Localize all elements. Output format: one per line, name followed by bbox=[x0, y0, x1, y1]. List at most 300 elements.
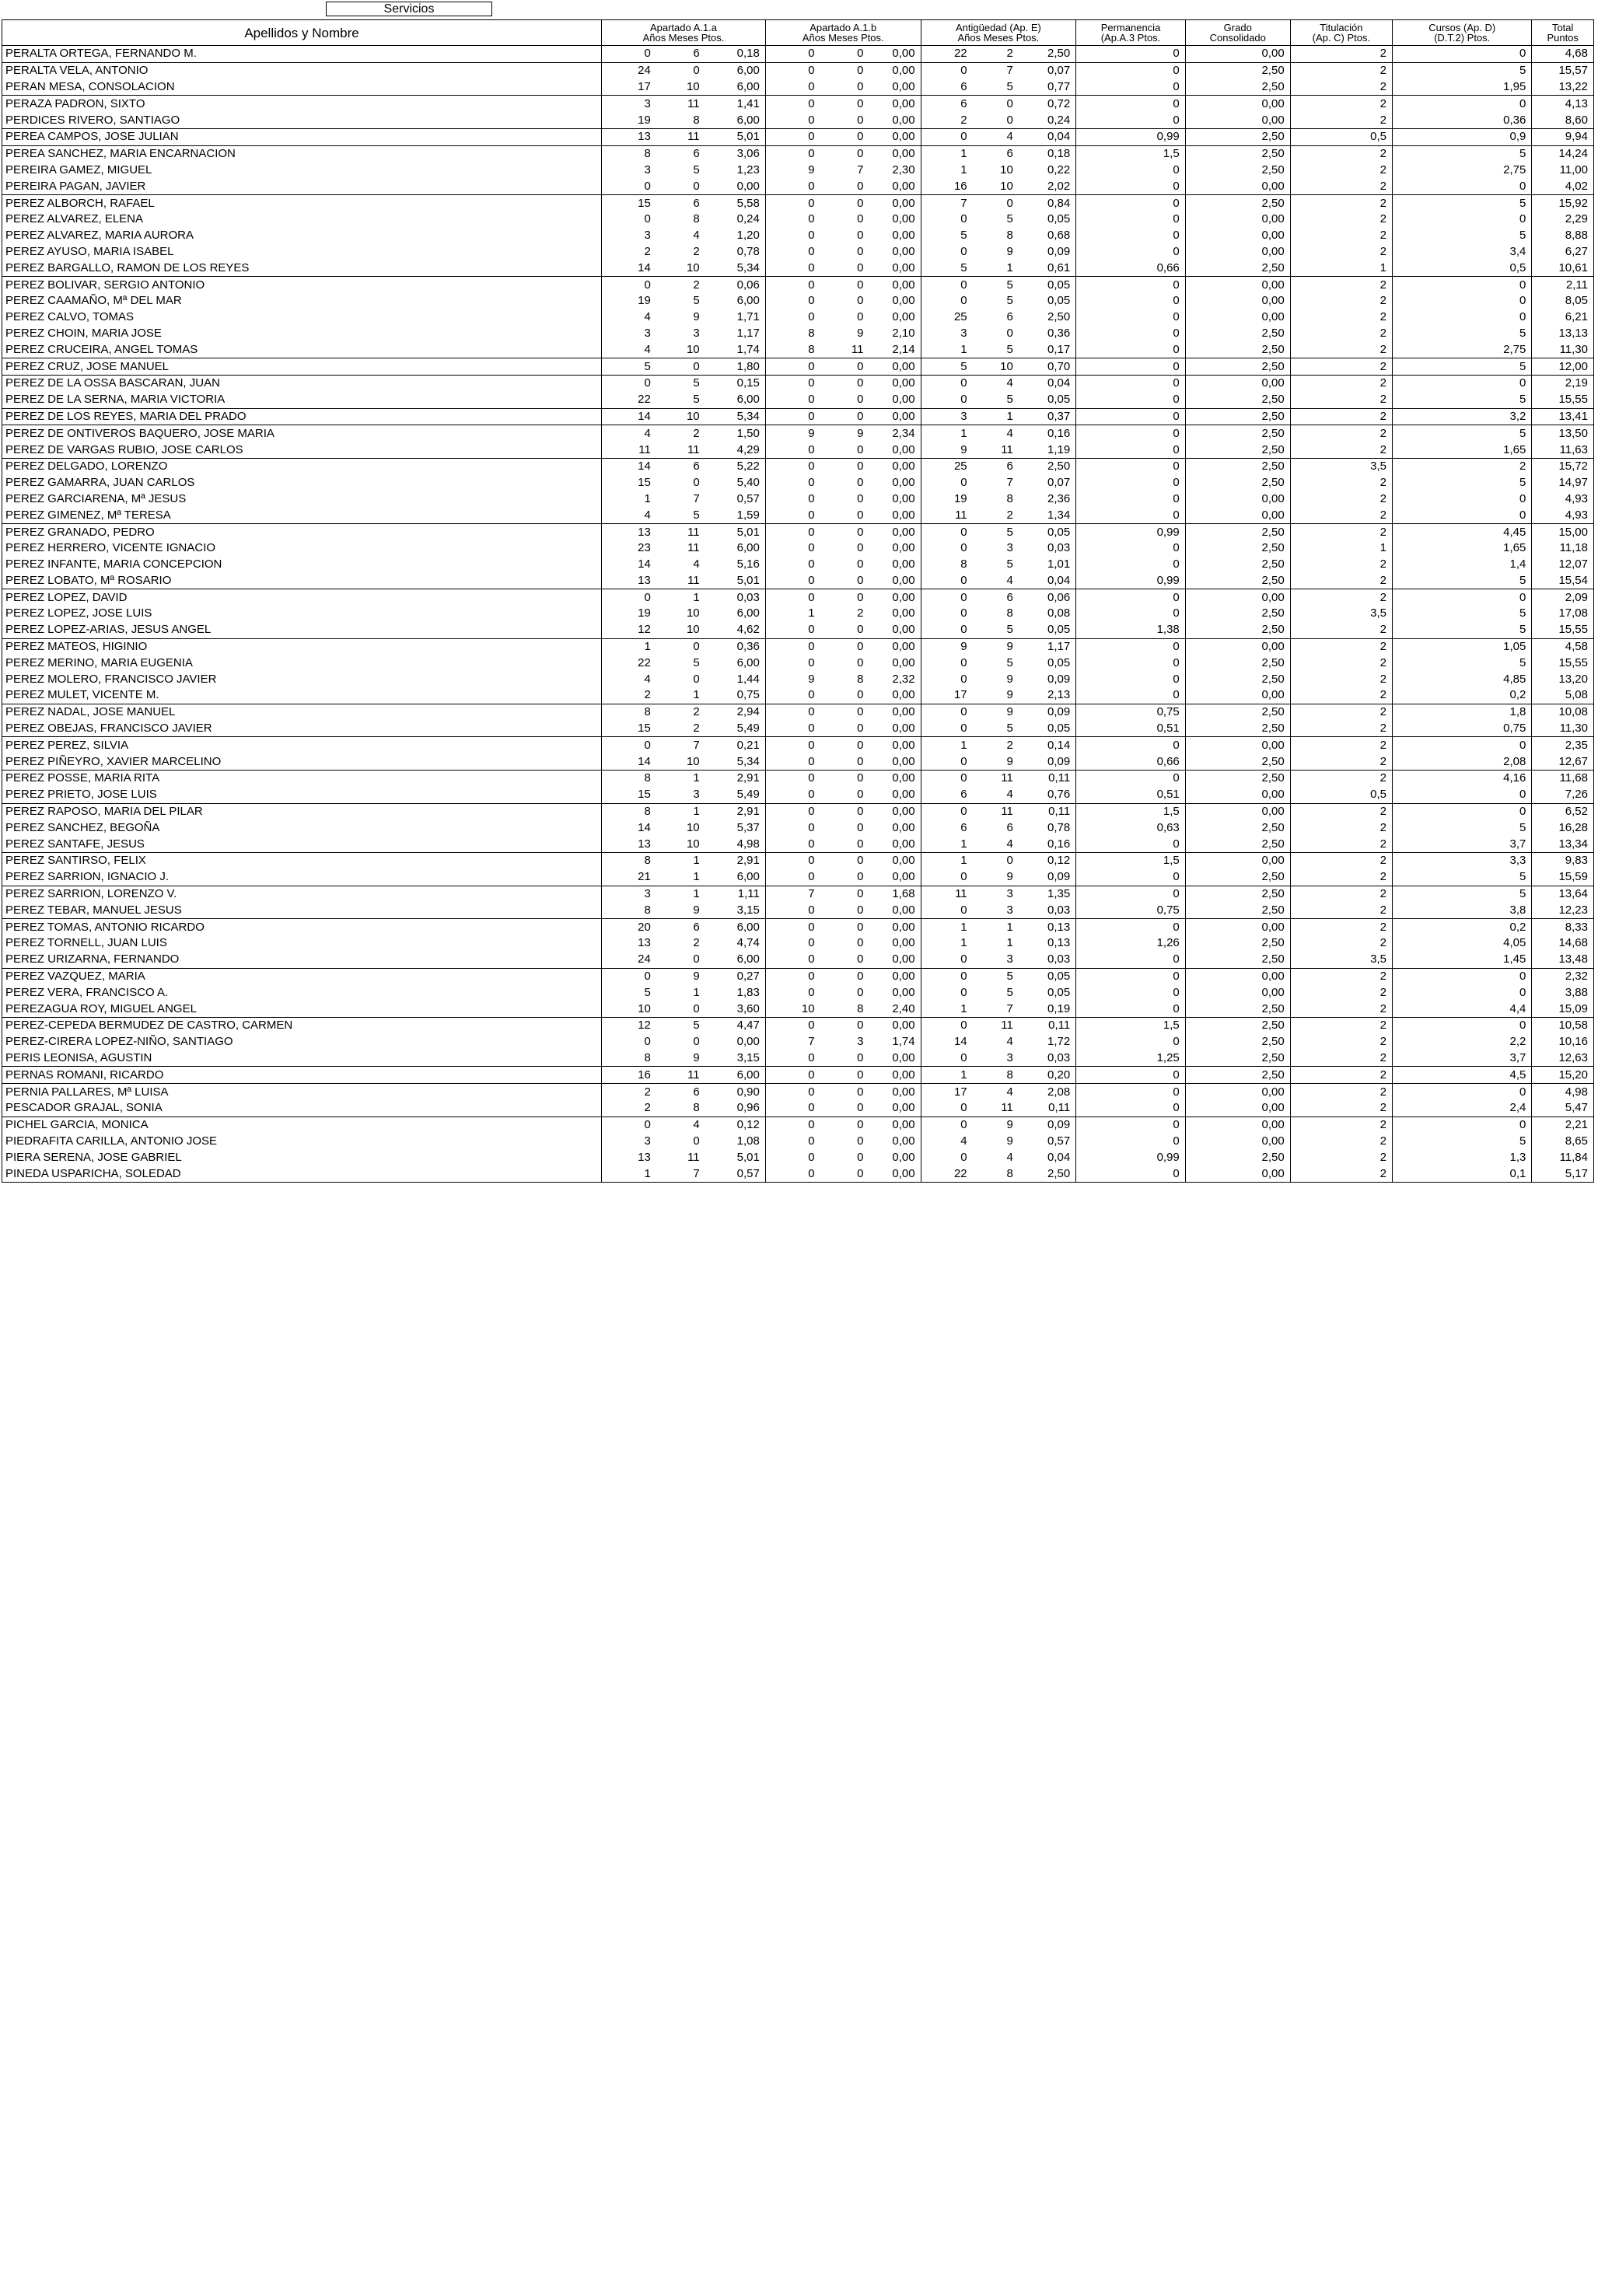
cell-antig-meses: 2 bbox=[973, 737, 1019, 753]
cell-a1a-ptos: 0,21 bbox=[705, 737, 766, 753]
cell-antig-anos: 25 bbox=[921, 309, 973, 326]
table-row bbox=[2, 787, 1594, 803]
cell-grado: 2,50 bbox=[1185, 836, 1290, 852]
cell-antig-ptos: 0,09 bbox=[1019, 704, 1076, 720]
cell-a1b-anos: 0 bbox=[765, 46, 820, 63]
cell-a1b-meses: 8 bbox=[857, 1001, 864, 1015]
cell-grado: 2,50 bbox=[1185, 524, 1290, 540]
cell-antig-meses: 4 bbox=[973, 425, 1019, 442]
cell-a1b-anos: 0 bbox=[765, 228, 820, 244]
cell-a1b-anos: 0 bbox=[765, 704, 820, 720]
cell-cursos: 0 bbox=[1393, 507, 1532, 523]
cell-antig-meses: 8 bbox=[1006, 491, 1013, 505]
cell-permanencia: 0 bbox=[1076, 358, 1186, 376]
table-row bbox=[2, 952, 1594, 968]
cell-cursos: 5 bbox=[1393, 326, 1532, 342]
cell-a1b-ptos: 2,30 bbox=[869, 163, 921, 179]
cell-antig-ptos: 0,03 bbox=[1019, 540, 1076, 557]
table-row bbox=[2, 195, 1594, 211]
cell-a1b-ptos: 0,00 bbox=[869, 869, 921, 886]
header-a1b bbox=[765, 20, 921, 46]
header-grado-title: Grado bbox=[1223, 22, 1252, 33]
cell-a1a-anos: 15 bbox=[602, 475, 656, 491]
cell-antig-meses: 9 bbox=[1006, 754, 1013, 768]
cell-cursos: 3,3 bbox=[1393, 853, 1532, 869]
cell-a1b-meses: 0 bbox=[820, 589, 869, 606]
table-row bbox=[2, 524, 1594, 540]
cell-name: PEREA CAMPOS, JOSE JULIAN bbox=[2, 128, 602, 145]
table-row bbox=[2, 145, 1594, 162]
cell-titulacion: 2 bbox=[1290, 195, 1392, 211]
cell-grado: 0,00 bbox=[1185, 1100, 1290, 1117]
header-a1b-sub: Años Meses Ptos. bbox=[802, 32, 884, 44]
cell-total: 4,98 bbox=[1532, 1084, 1594, 1100]
cell-cursos: 3,8 bbox=[1393, 902, 1532, 918]
cell-a1b-meses: 0 bbox=[857, 113, 864, 127]
cell-a1a-anos: 13 bbox=[602, 935, 656, 952]
table-row bbox=[2, 358, 1594, 376]
cell-a1a-meses: 10 bbox=[686, 260, 700, 274]
cell-grado: 0,00 bbox=[1185, 375, 1290, 391]
cell-a1a-ptos: 5,49 bbox=[705, 721, 766, 737]
cell-a1b-anos: 7 bbox=[765, 1034, 820, 1050]
cell-antig-meses: 4 bbox=[1006, 573, 1013, 587]
cell-a1a-anos: 13 bbox=[602, 1149, 656, 1165]
cell-name: PESCADOR GRAJAL, SONIA bbox=[2, 1100, 602, 1117]
cell-a1b-anos: 0 bbox=[765, 573, 820, 589]
cell-grado: 2,50 bbox=[1185, 145, 1290, 162]
cell-permanencia: 0 bbox=[1076, 655, 1186, 671]
cell-a1a-ptos: 0,57 bbox=[705, 1165, 766, 1182]
cell-a1b-anos: 0 bbox=[765, 392, 820, 408]
cell-total: 15,59 bbox=[1532, 869, 1594, 886]
cell-name: PEREZ HERRERO, VICENTE IGNACIO bbox=[2, 540, 602, 557]
cell-total: 15,92 bbox=[1532, 195, 1594, 211]
cell-name: PEREZ GARCIARENA, Mª JESUS bbox=[2, 491, 602, 508]
cell-antig-anos: 0 bbox=[921, 589, 973, 606]
cell-cursos: 4,05 bbox=[1393, 935, 1532, 952]
cell-a1b-anos: 0 bbox=[765, 952, 820, 968]
header-antiguedad-sub: Años Meses Ptos. bbox=[957, 32, 1040, 44]
table-row bbox=[2, 425, 1594, 442]
cell-antig-anos: 0 bbox=[921, 671, 973, 687]
cell-grado: 0,00 bbox=[1185, 737, 1290, 753]
cell-antig-anos: 0 bbox=[921, 753, 973, 770]
table-row bbox=[2, 803, 1594, 820]
cell-permanencia: 0 bbox=[1076, 293, 1186, 309]
cell-permanencia: 0 bbox=[1076, 458, 1186, 474]
cell-a1b-ptos: 0,00 bbox=[869, 968, 921, 984]
cell-a1b-ptos: 0,00 bbox=[869, 195, 921, 211]
cell-a1b-ptos: 0,00 bbox=[869, 1067, 921, 1084]
cell-a1a-ptos: 4,98 bbox=[705, 836, 766, 852]
cell-total: 2,32 bbox=[1532, 968, 1594, 984]
cell-titulacion: 2 bbox=[1290, 309, 1392, 326]
header-permanencia bbox=[1076, 20, 1186, 46]
cell-name: PEREZ TEBAR, MANUEL JESUS bbox=[2, 902, 602, 918]
cell-grado: 2,50 bbox=[1185, 408, 1290, 425]
cell-permanencia: 0 bbox=[1076, 557, 1186, 573]
cell-total: 12,23 bbox=[1532, 902, 1594, 918]
cell-titulacion: 2 bbox=[1290, 968, 1392, 984]
cell-cursos: 3,2 bbox=[1393, 408, 1532, 425]
header-grado-sub: Consolidado bbox=[1209, 32, 1266, 44]
table-row bbox=[2, 1034, 1594, 1050]
cell-a1a-anos: 1 bbox=[602, 491, 656, 508]
cell-antig-meses: 6 bbox=[1006, 310, 1013, 324]
cell-a1a-meses: 2 bbox=[656, 277, 705, 293]
cell-a1a-ptos: 1,20 bbox=[705, 228, 766, 244]
cell-name: PICHEL GARCIA, MONICA bbox=[2, 1117, 602, 1133]
cell-antig-ptos: 0,16 bbox=[1019, 836, 1076, 852]
header-a1a-sub: Años Meses Ptos. bbox=[642, 32, 725, 44]
table-row bbox=[2, 1149, 1594, 1165]
cell-a1a-meses: 3 bbox=[693, 788, 700, 802]
cell-a1a-anos: 21 bbox=[602, 869, 656, 886]
cell-antig-ptos: 0,76 bbox=[1019, 787, 1076, 803]
cell-a1a-anos: 24 bbox=[602, 952, 656, 968]
cell-antig-meses: 8 bbox=[973, 1067, 1019, 1084]
cell-a1b-meses: 0 bbox=[820, 704, 869, 720]
cell-antig-meses: 9 bbox=[973, 638, 1019, 655]
cell-grado: 2,50 bbox=[1185, 935, 1290, 952]
scores-table bbox=[2, 19, 1594, 1183]
cell-a1a-meses: 1 bbox=[656, 886, 705, 902]
cell-a1a-ptos: 3,60 bbox=[705, 1001, 766, 1017]
cell-a1a-ptos: 1,74 bbox=[705, 341, 766, 358]
cell-antig-meses: 5 bbox=[1006, 557, 1013, 571]
cell-permanencia: 0 bbox=[1076, 1134, 1186, 1150]
cell-permanencia: 0 bbox=[1076, 507, 1186, 523]
cell-antig-meses: 5 bbox=[973, 968, 1019, 984]
table-row bbox=[2, 753, 1594, 770]
cell-antig-ptos: 0,72 bbox=[1019, 96, 1076, 112]
cell-a1b-anos: 0 bbox=[765, 968, 820, 984]
cell-a1a-ptos: 4,62 bbox=[705, 622, 766, 638]
cell-a1b-anos: 0 bbox=[765, 721, 820, 737]
cell-permanencia: 0 bbox=[1076, 277, 1186, 293]
cell-a1b-ptos: 0,00 bbox=[869, 442, 921, 458]
cell-permanencia: 0 bbox=[1076, 62, 1186, 79]
cell-total: 6,52 bbox=[1532, 803, 1594, 820]
cell-grado: 0,00 bbox=[1185, 211, 1290, 228]
cell-cursos: 0 bbox=[1393, 803, 1532, 820]
cell-antig-ptos: 0,03 bbox=[1019, 902, 1076, 918]
cell-total: 8,65 bbox=[1532, 1134, 1594, 1150]
cell-a1b-meses: 0 bbox=[857, 754, 864, 768]
cell-a1b-meses: 0 bbox=[857, 623, 864, 637]
cell-permanencia: 0 bbox=[1076, 79, 1186, 96]
cell-a1a-meses: 0 bbox=[693, 1134, 700, 1148]
header-cursos-title: Cursos (Ap. D) bbox=[1428, 22, 1496, 33]
cell-antig-anos: 0 bbox=[921, 128, 973, 145]
cell-permanencia: 0 bbox=[1076, 1034, 1186, 1050]
cell-a1a-anos: 3 bbox=[602, 96, 656, 112]
cell-permanencia: 0 bbox=[1076, 46, 1186, 63]
table-row bbox=[2, 128, 1594, 145]
cell-antig-anos: 0 bbox=[921, 540, 973, 557]
cell-a1b-ptos: 0,00 bbox=[869, 737, 921, 753]
cell-antig-anos: 1 bbox=[921, 425, 973, 442]
cell-a1b-anos: 0 bbox=[765, 260, 820, 276]
table-row bbox=[2, 919, 1594, 935]
cell-a1b-anos: 0 bbox=[765, 358, 820, 376]
cell-antig-meses: 1 bbox=[1006, 936, 1013, 950]
cell-a1a-meses: 0 bbox=[656, 358, 705, 376]
cell-a1a-ptos: 5,16 bbox=[705, 557, 766, 573]
cell-a1a-meses: 11 bbox=[687, 442, 700, 456]
cell-antig-ptos: 0,03 bbox=[1019, 952, 1076, 968]
cell-permanencia: 0 bbox=[1076, 178, 1186, 194]
cell-a1b-meses: 0 bbox=[857, 476, 864, 490]
table-row bbox=[2, 211, 1594, 228]
cell-total: 15,54 bbox=[1532, 573, 1594, 589]
cell-a1a-meses: 10 bbox=[686, 623, 700, 637]
cell-a1a-meses: 7 bbox=[656, 737, 705, 753]
cell-a1a-anos: 0 bbox=[602, 46, 656, 63]
cell-a1b-meses: 3 bbox=[857, 1035, 864, 1049]
cell-a1b-ptos: 0,00 bbox=[869, 392, 921, 408]
cell-a1b-meses: 0 bbox=[820, 195, 869, 211]
cell-permanencia: 1,26 bbox=[1076, 935, 1186, 952]
cell-titulacion: 2 bbox=[1290, 1050, 1392, 1067]
cell-a1a-ptos: 0,06 bbox=[705, 277, 766, 293]
cell-a1a-meses: 4 bbox=[693, 229, 700, 243]
cell-permanencia: 0,66 bbox=[1076, 753, 1186, 770]
cell-a1b-meses: 0 bbox=[857, 260, 864, 274]
cell-a1b-ptos: 0,00 bbox=[869, 358, 921, 376]
cell-a1b-meses: 8 bbox=[857, 672, 864, 686]
cell-grado: 2,50 bbox=[1185, 622, 1290, 638]
cell-antig-ptos: 1,17 bbox=[1019, 638, 1076, 655]
cell-cursos: 1,95 bbox=[1393, 79, 1532, 96]
cell-a1a-meses: 0 bbox=[693, 476, 700, 490]
cell-total: 15,20 bbox=[1532, 1067, 1594, 1084]
cell-a1a-meses: 10 bbox=[686, 820, 700, 834]
cell-a1b-meses: 0 bbox=[820, 62, 869, 79]
cell-total: 4,58 bbox=[1532, 638, 1594, 655]
cell-grado: 0,00 bbox=[1185, 178, 1290, 194]
cell-a1b-ptos: 0,00 bbox=[869, 112, 921, 128]
cell-permanencia: 0 bbox=[1076, 375, 1186, 391]
cell-cursos: 1,65 bbox=[1393, 540, 1532, 557]
cell-antig-anos: 2 bbox=[921, 112, 973, 128]
table-row bbox=[2, 458, 1594, 474]
cell-a1b-ptos: 0,00 bbox=[869, 820, 921, 836]
cell-grado: 2,50 bbox=[1185, 1067, 1290, 1084]
cell-cursos: 3,7 bbox=[1393, 1050, 1532, 1067]
cell-grado: 0,00 bbox=[1185, 968, 1290, 984]
cell-a1b-meses: 0 bbox=[820, 1067, 869, 1084]
cell-a1b-ptos: 0,00 bbox=[869, 1117, 921, 1133]
cell-a1b-ptos: 0,00 bbox=[869, 919, 921, 935]
cell-a1b-ptos: 0,00 bbox=[869, 1149, 921, 1165]
cell-total: 5,17 bbox=[1532, 1165, 1594, 1182]
cell-antig-meses: 4 bbox=[973, 128, 1019, 145]
cell-antig-ptos: 2,50 bbox=[1019, 458, 1076, 474]
cell-antig-anos: 6 bbox=[921, 820, 973, 836]
cell-name: PEREZ ALBORCH, RAFAEL bbox=[2, 195, 602, 211]
cell-antig-meses: 6 bbox=[973, 589, 1019, 606]
cell-a1a-meses: 1 bbox=[656, 803, 705, 820]
scores-table-container bbox=[2, 19, 1594, 1183]
header-antiguedad-title: Antigüedad (Ap. E) bbox=[955, 22, 1041, 33]
cell-name: PEREZ NADAL, JOSE MANUEL bbox=[2, 704, 602, 720]
cell-a1b-ptos: 2,40 bbox=[869, 1001, 921, 1017]
cell-antig-ptos: 0,37 bbox=[1019, 408, 1076, 425]
cell-antig-anos: 1 bbox=[921, 1001, 973, 1017]
cell-grado: 2,50 bbox=[1185, 540, 1290, 557]
cell-a1b-ptos: 0,00 bbox=[869, 1050, 921, 1067]
cell-a1a-ptos: 0,24 bbox=[705, 211, 766, 228]
cell-cursos: 0 bbox=[1393, 787, 1532, 803]
cell-a1a-ptos: 0,36 bbox=[705, 638, 766, 655]
cell-name: PEREZ ALVAREZ, MARIA AURORA bbox=[2, 228, 602, 244]
cell-grado: 2,50 bbox=[1185, 458, 1290, 474]
cell-cursos: 5 bbox=[1393, 622, 1532, 638]
cell-name: PEREZ MATEOS, HIGINIO bbox=[2, 638, 602, 655]
cell-name: PEREZ GRANADO, PEDRO bbox=[2, 524, 602, 540]
cell-titulacion: 2 bbox=[1290, 277, 1392, 293]
cell-name: PEREZ SANTIRSO, FELIX bbox=[2, 853, 602, 869]
cell-antig-anos: 9 bbox=[921, 638, 973, 655]
cell-permanencia: 1,25 bbox=[1076, 1050, 1186, 1067]
cell-a1b-meses: 2 bbox=[857, 606, 864, 620]
cell-a1b-anos: 0 bbox=[765, 1149, 820, 1165]
cell-grado: 2,50 bbox=[1185, 163, 1290, 179]
cell-a1a-meses: 0 bbox=[656, 638, 705, 655]
cell-name: PEREZ AYUSO, MARIA ISABEL bbox=[2, 244, 602, 260]
cell-a1a-ptos: 2,91 bbox=[705, 771, 766, 787]
cell-a1b-meses: 11 bbox=[851, 342, 864, 356]
cell-antig-anos: 0 bbox=[921, 1117, 973, 1133]
cell-a1b-meses: 0 bbox=[857, 442, 864, 456]
cell-a1b-anos: 0 bbox=[765, 638, 820, 655]
cell-titulacion: 1 bbox=[1290, 260, 1392, 276]
cell-titulacion: 2 bbox=[1290, 341, 1392, 358]
cell-a1b-ptos: 0,00 bbox=[869, 935, 921, 952]
cell-antig-meses: 5 bbox=[1006, 393, 1013, 407]
cell-a1b-ptos: 0,00 bbox=[869, 260, 921, 276]
cell-antig-ptos: 0,09 bbox=[1019, 244, 1076, 260]
cell-antig-meses: 4 bbox=[1006, 1150, 1013, 1164]
cell-grado: 2,50 bbox=[1185, 671, 1290, 687]
cell-antig-anos: 1 bbox=[921, 1067, 973, 1084]
cell-name: PERALTA VELA, ANTONIO bbox=[2, 62, 602, 79]
cell-antig-meses: 3 bbox=[1006, 952, 1013, 966]
header-a1a bbox=[602, 20, 766, 46]
cell-name: PEREZ TORNELL, JUAN LUIS bbox=[2, 935, 602, 952]
cell-a1b-anos: 0 bbox=[765, 1084, 820, 1100]
table-row bbox=[2, 392, 1594, 408]
cell-antig-anos: 1 bbox=[921, 737, 973, 753]
cell-cursos: 4,5 bbox=[1393, 1067, 1532, 1084]
cell-antig-meses: 10 bbox=[1000, 163, 1013, 176]
cell-antig-anos: 8 bbox=[921, 557, 973, 573]
cell-a1a-ptos: 1,59 bbox=[705, 507, 766, 523]
cell-titulacion: 2 bbox=[1290, 1067, 1392, 1084]
cell-total: 9,83 bbox=[1532, 853, 1594, 869]
cell-a1b-anos: 0 bbox=[765, 853, 820, 869]
cell-antig-ptos: 0,11 bbox=[1019, 803, 1076, 820]
cell-a1b-anos: 8 bbox=[765, 326, 820, 342]
header-permanencia-sub: (Ap.A.3 Ptos. bbox=[1100, 32, 1161, 44]
cell-a1a-ptos: 6,00 bbox=[705, 655, 766, 671]
cell-name: PEREZ GAMARRA, JUAN CARLOS bbox=[2, 475, 602, 491]
cell-a1b-meses: 0 bbox=[857, 47, 864, 61]
cell-a1a-anos: 12 bbox=[602, 1018, 656, 1034]
table-row bbox=[2, 902, 1594, 918]
cell-a1a-anos: 5 bbox=[602, 358, 656, 376]
table-body bbox=[2, 46, 1594, 1183]
cell-name: PEREZ VERA, FRANCISCO A. bbox=[2, 984, 602, 1001]
cell-cursos: 5 bbox=[1393, 820, 1532, 836]
cell-permanencia: 0,75 bbox=[1076, 704, 1186, 720]
table-row bbox=[2, 968, 1594, 984]
cell-a1a-anos: 3 bbox=[602, 228, 656, 244]
table-row bbox=[2, 507, 1594, 523]
cell-titulacion: 2 bbox=[1290, 524, 1392, 540]
cell-a1a-meses: 9 bbox=[693, 310, 700, 324]
cell-a1b-meses: 0 bbox=[857, 655, 864, 669]
cell-name: PEREZ MOLERO, FRANCISCO JAVIER bbox=[2, 671, 602, 687]
cell-a1b-ptos: 2,10 bbox=[869, 326, 921, 342]
cell-total: 8,88 bbox=[1532, 228, 1594, 244]
cell-a1b-ptos: 0,00 bbox=[869, 128, 921, 145]
cell-antig-anos: 25 bbox=[921, 458, 973, 474]
cell-a1a-ptos: 6,00 bbox=[705, 919, 766, 935]
cell-antig-ptos: 0,09 bbox=[1019, 1117, 1076, 1133]
cell-titulacion: 2 bbox=[1290, 919, 1392, 935]
cell-a1a-meses: 1 bbox=[656, 589, 705, 606]
cell-permanencia: 0 bbox=[1076, 869, 1186, 886]
cell-a1b-ptos: 1,68 bbox=[869, 886, 921, 902]
cell-antig-meses: 8 bbox=[1006, 229, 1013, 243]
cell-antig-anos: 6 bbox=[921, 787, 973, 803]
cell-a1b-meses: 0 bbox=[857, 310, 864, 324]
cell-antig-ptos: 0,12 bbox=[1019, 853, 1076, 869]
cell-name: PERNIA PALLARES, Mª LUISA bbox=[2, 1084, 602, 1100]
cell-titulacion: 3,5 bbox=[1290, 606, 1392, 622]
cell-a1a-ptos: 0,96 bbox=[705, 1100, 766, 1117]
cell-a1b-meses: 0 bbox=[820, 145, 869, 162]
cell-cursos: 5 bbox=[1393, 655, 1532, 671]
cell-a1b-ptos: 2,32 bbox=[869, 671, 921, 687]
table-row bbox=[2, 491, 1594, 508]
cell-a1b-anos: 0 bbox=[765, 737, 820, 753]
cell-grado: 0,00 bbox=[1185, 687, 1290, 704]
cell-a1a-anos: 8 bbox=[602, 145, 656, 162]
cell-antig-anos: 0 bbox=[921, 606, 973, 622]
cell-antig-ptos: 0,61 bbox=[1019, 260, 1076, 276]
cell-grado: 0,00 bbox=[1185, 277, 1290, 293]
cell-a1a-ptos: 6,00 bbox=[705, 869, 766, 886]
table-row bbox=[2, 935, 1594, 952]
cell-cursos: 0 bbox=[1393, 178, 1532, 194]
cell-antig-ptos: 0,05 bbox=[1019, 293, 1076, 309]
cell-a1a-meses: 5 bbox=[656, 1018, 705, 1034]
cell-a1a-anos: 0 bbox=[602, 277, 656, 293]
cell-titulacion: 0,5 bbox=[1290, 787, 1392, 803]
cell-cursos: 5 bbox=[1393, 358, 1532, 376]
cell-a1b-ptos: 0,00 bbox=[869, 293, 921, 309]
table-row bbox=[2, 1100, 1594, 1117]
cell-total: 2,19 bbox=[1532, 375, 1594, 391]
cell-total: 13,34 bbox=[1532, 836, 1594, 852]
cell-a1b-ptos: 0,00 bbox=[869, 178, 921, 194]
cell-grado: 2,50 bbox=[1185, 195, 1290, 211]
cell-name: PEREZ-CEPEDA BERMUDEZ DE CASTRO, CARMEN bbox=[2, 1018, 602, 1034]
